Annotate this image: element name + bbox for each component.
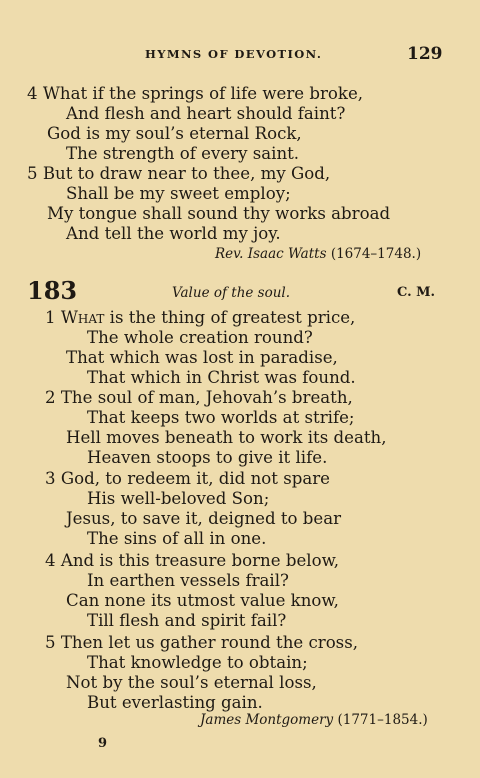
attribution-watts xyxy=(215,246,421,262)
verse-line: Hell moves beneath to work its death, xyxy=(66,428,387,447)
verse-text: Then let us gather round the cross, xyxy=(60,633,358,652)
verse-line: And tell the world my joy. xyxy=(66,224,281,243)
verse-text: God, to redeem it, did not spare xyxy=(60,469,330,488)
author-name: James Montgomery xyxy=(200,712,334,728)
verse-text: And is this treasure borne below, xyxy=(60,551,340,570)
verse-line xyxy=(45,469,330,489)
verse-line xyxy=(45,551,339,571)
first-word-initial: W xyxy=(60,308,78,327)
running-head xyxy=(0,44,480,66)
verse-line: That which in Christ was found. xyxy=(87,368,356,387)
verse-line: That keeps two worlds at strife; xyxy=(87,408,355,427)
stanza-number: 3 xyxy=(45,469,56,488)
verse-text: But to draw near to thee, my God, xyxy=(42,164,331,183)
verse-line: The whole creation round? xyxy=(87,328,313,347)
stanza-number: 2 xyxy=(45,388,56,407)
stanza-number: 1 xyxy=(45,308,56,327)
verse-line: Heaven stoops to give it life. xyxy=(87,448,328,467)
verse-line: The strength of every saint. xyxy=(66,144,300,163)
verse-line: That which was lost in paradise, xyxy=(66,348,338,367)
running-title: HYMNS OF DEVOTION. xyxy=(145,47,323,61)
stanza-number: 4 xyxy=(45,551,56,570)
verse-line: And flesh and heart should faint? xyxy=(66,104,346,123)
verse-text: The soul of man, Jehovah’s breath, xyxy=(60,388,353,407)
signature-mark: 9 xyxy=(98,736,108,751)
verse-line xyxy=(27,164,330,184)
verse-text: What if the springs of life were broke, xyxy=(42,84,364,103)
stanza-number: 5 xyxy=(45,633,56,652)
verse-line: Can none its utmost value know, xyxy=(66,591,339,610)
stanza-number: 5 xyxy=(27,164,38,183)
hymn-meter: C. M. xyxy=(397,285,436,300)
verse-line xyxy=(45,388,353,408)
verse-line: Jesus, to save it, deigned to bear xyxy=(66,509,342,528)
verse-line: God is my soul’s eternal Rock, xyxy=(47,124,302,143)
verse-line: My tongue shall sound thy works abroad xyxy=(47,204,391,223)
verse-line: The sins of all in one. xyxy=(87,529,267,548)
verse-line: His well-beloved Son; xyxy=(87,489,270,508)
hymn-number: 183 xyxy=(27,276,78,305)
verse-line: That knowledge to obtain; xyxy=(87,653,308,672)
stanza-number: 4 xyxy=(27,84,38,103)
verse-line xyxy=(27,84,363,104)
hymn-heading xyxy=(0,276,480,306)
author-dates: (1771–1854.) xyxy=(337,712,428,728)
verse-line: But everlasting gain. xyxy=(87,693,263,712)
author-name: Rev. Isaac Watts xyxy=(215,246,327,262)
author-dates: (1674–1748.) xyxy=(330,246,422,262)
page-number: 129 xyxy=(407,44,443,64)
verse-line xyxy=(45,633,358,653)
verse-line: Not by the soul’s eternal loss, xyxy=(66,673,317,692)
verse-line: In earthen vessels frail? xyxy=(87,571,289,590)
hymn-subject: Value of the soul. xyxy=(172,285,291,301)
verse-line: Shall be my sweet employ; xyxy=(66,184,291,203)
verse-text: is the thing of greatest price, xyxy=(104,308,356,327)
verse-line: Till flesh and spirit fail? xyxy=(87,611,287,630)
verse-line xyxy=(45,308,355,328)
attribution-montgomery xyxy=(200,712,428,728)
first-word-rest: hat xyxy=(77,308,105,327)
